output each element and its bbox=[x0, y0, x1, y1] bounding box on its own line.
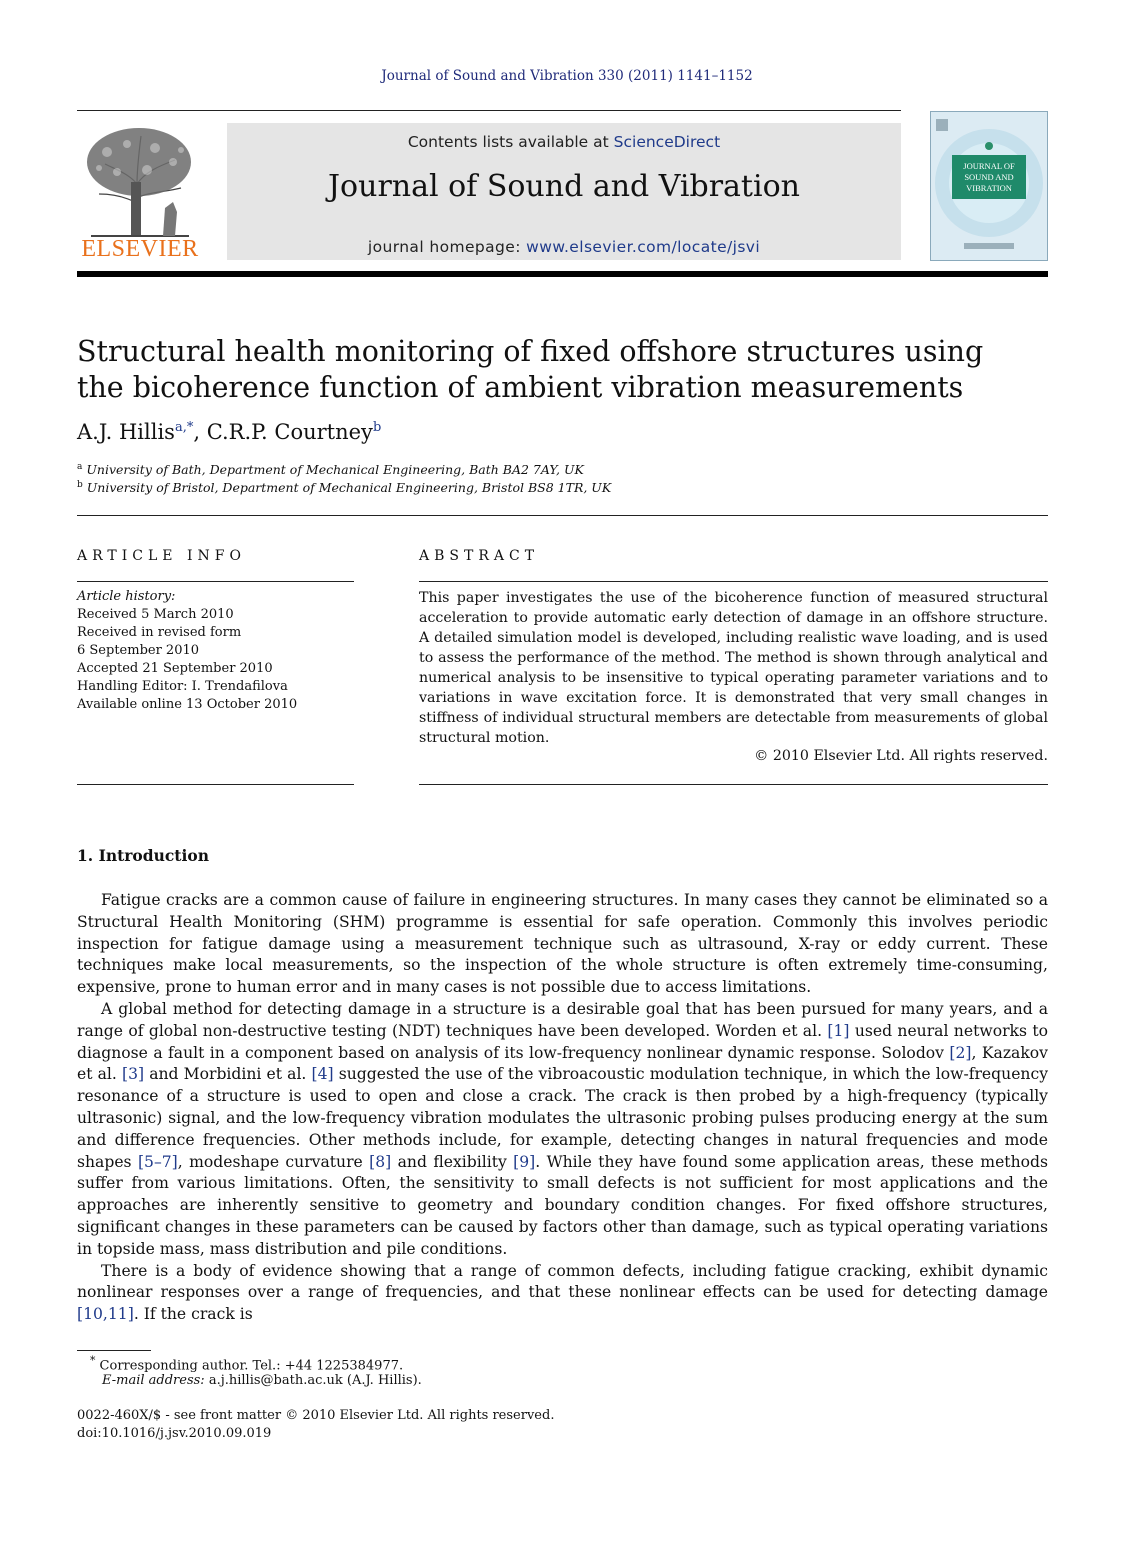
paragraph-text: suggested the use of the vibroacoustic modulation technique, in which the low-frequency resonance of a structure is used to open and close a crack. The crack is then probed by a high-frequency (typically ultrasonic) signal, and the low-frequency vibration modulates the ultrasonic probing pulses producing energy at the sum and difference frequencies. Other methods include, for example, detecting changes in natural frequencies and mode shapes bbox=[77, 1065, 1049, 1171]
journal-citation[interactable]: Journal of Sound and Vibration 330 (2011) 1141–1152 bbox=[381, 68, 753, 84]
reference-link[interactable]: [1] bbox=[827, 1021, 850, 1040]
reference-link[interactable]: [8] bbox=[369, 1152, 392, 1171]
history-line: Available online 13 October 2010 bbox=[77, 697, 298, 712]
footnote-mark: * bbox=[90, 1354, 96, 1367]
homepage-link[interactable]: www.elsevier.com/locate/jsvi bbox=[526, 238, 761, 256]
affiliation-a bbox=[77, 462, 584, 477]
journal-banner bbox=[227, 123, 901, 260]
paragraph: Fatigue cracks are a common cause of failure in engineering structures. In many cases they cannot be eliminated so a Structural Health Monitoring (SHM) programme is essential for safe operation. Commonly this involves periodic inspection for fatigue damage using a measurement technique such as ultrasound, X-ray or eddy current. These techniques make local measurements, so the inspection of the whole structure is often extremely time-consuming, expensive, prone to human error and in many cases is not possible due to access limitations. bbox=[77, 891, 1048, 997]
header-thick-rule bbox=[77, 271, 1048, 277]
history-line: Handling Editor: I. Trendafilova bbox=[77, 679, 288, 694]
article-info-heading: ARTICLE INFO bbox=[77, 548, 246, 564]
reference-link[interactable]: [5–7] bbox=[137, 1152, 178, 1171]
affiliation-b bbox=[77, 480, 611, 495]
cover-title bbox=[952, 161, 1026, 194]
paragraph-text: . While they have found some application areas, these methods suffer from various limitations. Often, the sensitivity to small defects is not sufficient for most applications and the approaches are inherently sensitive to geometry and boundary condition changes. For fixed offshore structures, significant changes in these parameters can be caused by factors other than damage, such as typical operating variations in topside mass, mass distribution and pile conditions. bbox=[77, 1152, 1048, 1258]
article-history bbox=[77, 588, 354, 714]
paragraph-text: . If the crack is bbox=[133, 1305, 253, 1324]
contents-prefix: Contents lists available at bbox=[407, 133, 614, 151]
article-info-top-rule bbox=[77, 581, 354, 582]
author-separator: , bbox=[193, 420, 207, 444]
history-label: Article history: bbox=[77, 589, 176, 604]
abstract-bottom-rule bbox=[419, 784, 1048, 785]
affiliation-b-mark: b bbox=[77, 480, 83, 490]
paragraph-text: A global method for detecting damage in a structure is a desirable goal that has been pursued for many years, and a range of global non-destructive testing (NDT) techniques have been developed. Worden et al. bbox=[77, 999, 1048, 1040]
paragraph bbox=[77, 999, 1048, 1261]
author-hillis: A.J. Hillis bbox=[77, 420, 175, 444]
cover-line-3: VIBRATION bbox=[966, 183, 1012, 193]
cover-line-2: SOUND AND bbox=[964, 172, 1014, 182]
cover-line-1: JOURNAL OF bbox=[963, 161, 1015, 171]
paragraph-text: and flexibility bbox=[391, 1152, 514, 1171]
author-courtney: C.R.P. Courtney bbox=[206, 420, 373, 444]
reference-link[interactable]: [3] bbox=[121, 1065, 145, 1084]
reference-link[interactable]: [2] bbox=[949, 1043, 972, 1062]
corresponding-author-footnote bbox=[90, 1354, 403, 1373]
title-block-rule bbox=[77, 515, 1048, 516]
journal-title: Journal of Sound and Vibration bbox=[328, 169, 800, 204]
contents-line bbox=[227, 133, 901, 151]
elsevier-wordmark: ELSEVIER bbox=[81, 236, 199, 262]
title-line-2: the bicoherence function of ambient vibration measurements bbox=[77, 371, 964, 404]
abstract-top-rule bbox=[419, 581, 1048, 582]
footnote-rule bbox=[77, 1350, 151, 1351]
author-list bbox=[77, 420, 381, 444]
history-line: Received in revised form bbox=[77, 625, 242, 640]
author-hillis-marks[interactable]: a,* bbox=[174, 420, 194, 435]
issn-line: 0022-460X/$ - see front matter © 2010 Elsevier Ltd. All rights reserved. bbox=[77, 1408, 555, 1423]
abstract-heading: ABSTRACT bbox=[419, 548, 540, 564]
history-line: Accepted 21 September 2010 bbox=[77, 661, 273, 676]
reference-link[interactable]: [4] bbox=[311, 1065, 334, 1084]
header-top-rule bbox=[77, 110, 901, 111]
email-address[interactable]: a.j.hillis@bath.ac.uk (A.J. Hillis). bbox=[204, 1373, 422, 1388]
affiliation-a-text: University of Bath, Department of Mechanical Engineering, Bath BA2 7AY, UK bbox=[86, 462, 584, 478]
abstract-copyright: © 2010 Elsevier Ltd. All rights reserved. bbox=[754, 748, 1048, 764]
reference-link[interactable]: [10,11] bbox=[77, 1305, 134, 1324]
paragraph-text: and Morbidini et al. bbox=[144, 1065, 312, 1084]
introduction-body bbox=[77, 890, 1048, 1326]
abstract-text: This paper investigates the use of the bicoherence function of measured structural acceleration to provide automatic early detection of damage in an offshore structure. A detailed simulation model is developed, including realistic wave loading, and is used to assess the performance of the method. The method is shown through analytical and numerical analysis to be insensitive to typical operating parameter variations and to variations in wave excitation force. It is demonstrated that very small changes in stiffness of individual structural members are detectable from measurements of global structural motion. bbox=[419, 590, 1048, 746]
paragraph-text: There is a body of evidence showing that a range of common defects, including fatigue cracking, exhibit dynamic nonlinear responses over a range of frequencies, and that these nonlinear effects can be used for detecting damage bbox=[77, 1261, 1048, 1302]
affiliation-b-text: University of Bristol, Department of Mechanical Engineering, Bristol BS8 1TR, UK bbox=[86, 480, 612, 496]
history-line: Received 5 March 2010 bbox=[77, 607, 234, 622]
paragraph bbox=[77, 1261, 1048, 1326]
sciencedirect-link[interactable]: ScienceDirect bbox=[613, 133, 721, 151]
elsevier-logo bbox=[77, 122, 203, 262]
author-courtney-mark[interactable]: b bbox=[372, 420, 382, 435]
corresponding-text: Corresponding author. Tel.: +44 1225384977. bbox=[95, 1358, 404, 1374]
paragraph-text: , Kazakov et al. bbox=[77, 1043, 1048, 1084]
homepage-line bbox=[227, 238, 901, 256]
article-info-bottom-rule bbox=[77, 784, 354, 785]
paragraph-text: , modeshape curvature bbox=[177, 1152, 370, 1171]
email-label: E-mail address: bbox=[102, 1373, 205, 1388]
paragraph-text: used neural networks to diagnose a fault in a component based on analysis of its low-frequency nonlinear dynamic response. Solodov bbox=[77, 1021, 1048, 1062]
reference-link[interactable]: [9] bbox=[513, 1152, 536, 1171]
doi-line[interactable]: doi:10.1016/j.jsv.2010.09.019 bbox=[77, 1426, 272, 1441]
article-title bbox=[77, 334, 1037, 406]
homepage-prefix: journal homepage: bbox=[367, 238, 527, 256]
email-footnote bbox=[102, 1373, 422, 1388]
history-line: 6 September 2010 bbox=[77, 643, 200, 658]
journal-cover[interactable] bbox=[930, 111, 1048, 261]
affiliation-a-mark: a bbox=[77, 462, 83, 472]
title-line-1: Structural health monitoring of fixed offshore structures using bbox=[77, 335, 984, 368]
section-heading-introduction: 1. Introduction bbox=[77, 846, 209, 865]
